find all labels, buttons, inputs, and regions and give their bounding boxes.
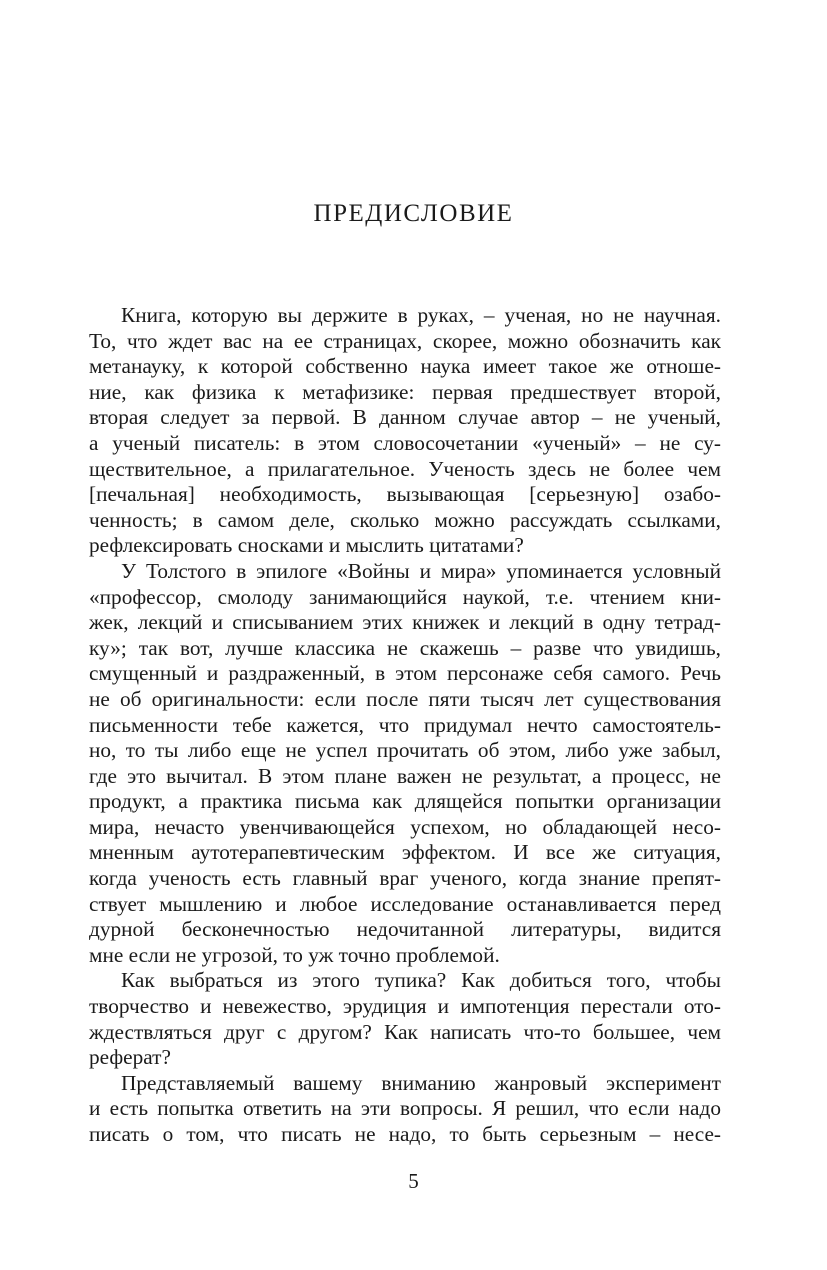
- text-line: творчество и невежество, эрудиция и импотенция перестали ото-: [89, 994, 721, 1019]
- paragraph: [89, 1071, 721, 1148]
- body-text: [89, 303, 721, 1148]
- text-line: писать о том, что писать не надо, то быть серьезным – несе-: [89, 1122, 721, 1146]
- text-line: рефлексировать сносками и мыслить цитатами?: [89, 533, 524, 558]
- text-line: вторая следует за первой. В данном случае автор – не ученый,: [89, 405, 721, 430]
- text-line: метанауку, к которой собственно наука имеет такое же отноше-: [89, 354, 721, 379]
- paragraph: [89, 559, 721, 969]
- text-line: смущенный и раздраженный, в этом персонаже себя самого. Речь: [89, 661, 721, 686]
- text-line: мненным аутотерапевтическим эффектом. И все же ситуация,: [89, 840, 721, 865]
- text-line: письменности тебе кажется, что придумал нечто самостоятель-: [89, 712, 721, 737]
- text-line: ние, как физика к метафизике: первая предшествует второй,: [89, 379, 721, 404]
- text-line: мира, нечасто увенчивающейся успехом, но обладающей несо-: [89, 814, 721, 839]
- text-line: дурной бесконечностью недочитанной литературы, видится: [89, 917, 721, 942]
- text-line: мне если не угрозой, то уж точно проблемой.: [89, 942, 500, 967]
- text-line: Как выбраться из этого тупика? Как добиться того, чтобы: [121, 968, 721, 993]
- text-line: То, что ждет вас на ее страницах, скорее, можно обозначить как: [89, 328, 721, 353]
- text-line: продукт, а практика письма как длящейся попытки организации: [89, 789, 721, 814]
- text-line: У Толстого в эпилоге «Войны и мира» упоминается условный: [121, 558, 721, 583]
- text-line: ждествляться друг с другом? Как написать что-то большее, чем: [89, 1019, 721, 1044]
- text-line: жек, лекций и списыванием этих книжек и лекций в одну тетрад-: [89, 610, 721, 635]
- text-line: ствует мышлению и любое исследование останавливается перед: [89, 891, 721, 916]
- page-number: 5: [408, 1169, 419, 1193]
- chapter-title: ПРЕДИСЛОВИЕ: [313, 200, 514, 227]
- text-line: но, то ты либо еще не успел прочитать об этом, либо уже забыл,: [89, 738, 721, 763]
- text-line: где это вычитал. В этом плане важен не результат, а процесс, не: [89, 763, 721, 788]
- text-line: когда ученость есть главный враг ученого, когда знание препят-: [89, 866, 721, 891]
- text-line: не об оригинальности: если после пяти тысяч лет существования: [89, 686, 721, 711]
- text-line: «профессор, смолоду занимающийся наукой, т.е. чтением кни-: [89, 584, 721, 609]
- text-line: Представляемый вашему вниманию жанровый эксперимент: [121, 1070, 721, 1095]
- paragraph: [89, 303, 721, 559]
- text-line: и есть попытка ответить на эти вопросы. Я решил, что если надо: [89, 1096, 721, 1121]
- text-line: ществительное, а прилагательное. Ученость здесь не более чем: [89, 456, 721, 481]
- text-line: а ученый писатель: в этом словосочетании «ученый» – не су-: [89, 430, 721, 455]
- text-line: Книга, которую вы держите в руках, – ученая, но не научная.: [121, 303, 721, 327]
- text-line: [печальная] необходимость, вызывающая [серьезную] озабо-: [89, 482, 721, 507]
- paragraph: [89, 968, 721, 1070]
- text-line: ку»; так вот, лучше классика не скажешь – разве что увидишь,: [89, 635, 721, 660]
- text-line: ченность; в самом деле, сколько можно рассуждать ссылками,: [89, 507, 721, 532]
- text-line: реферат?: [89, 1045, 171, 1070]
